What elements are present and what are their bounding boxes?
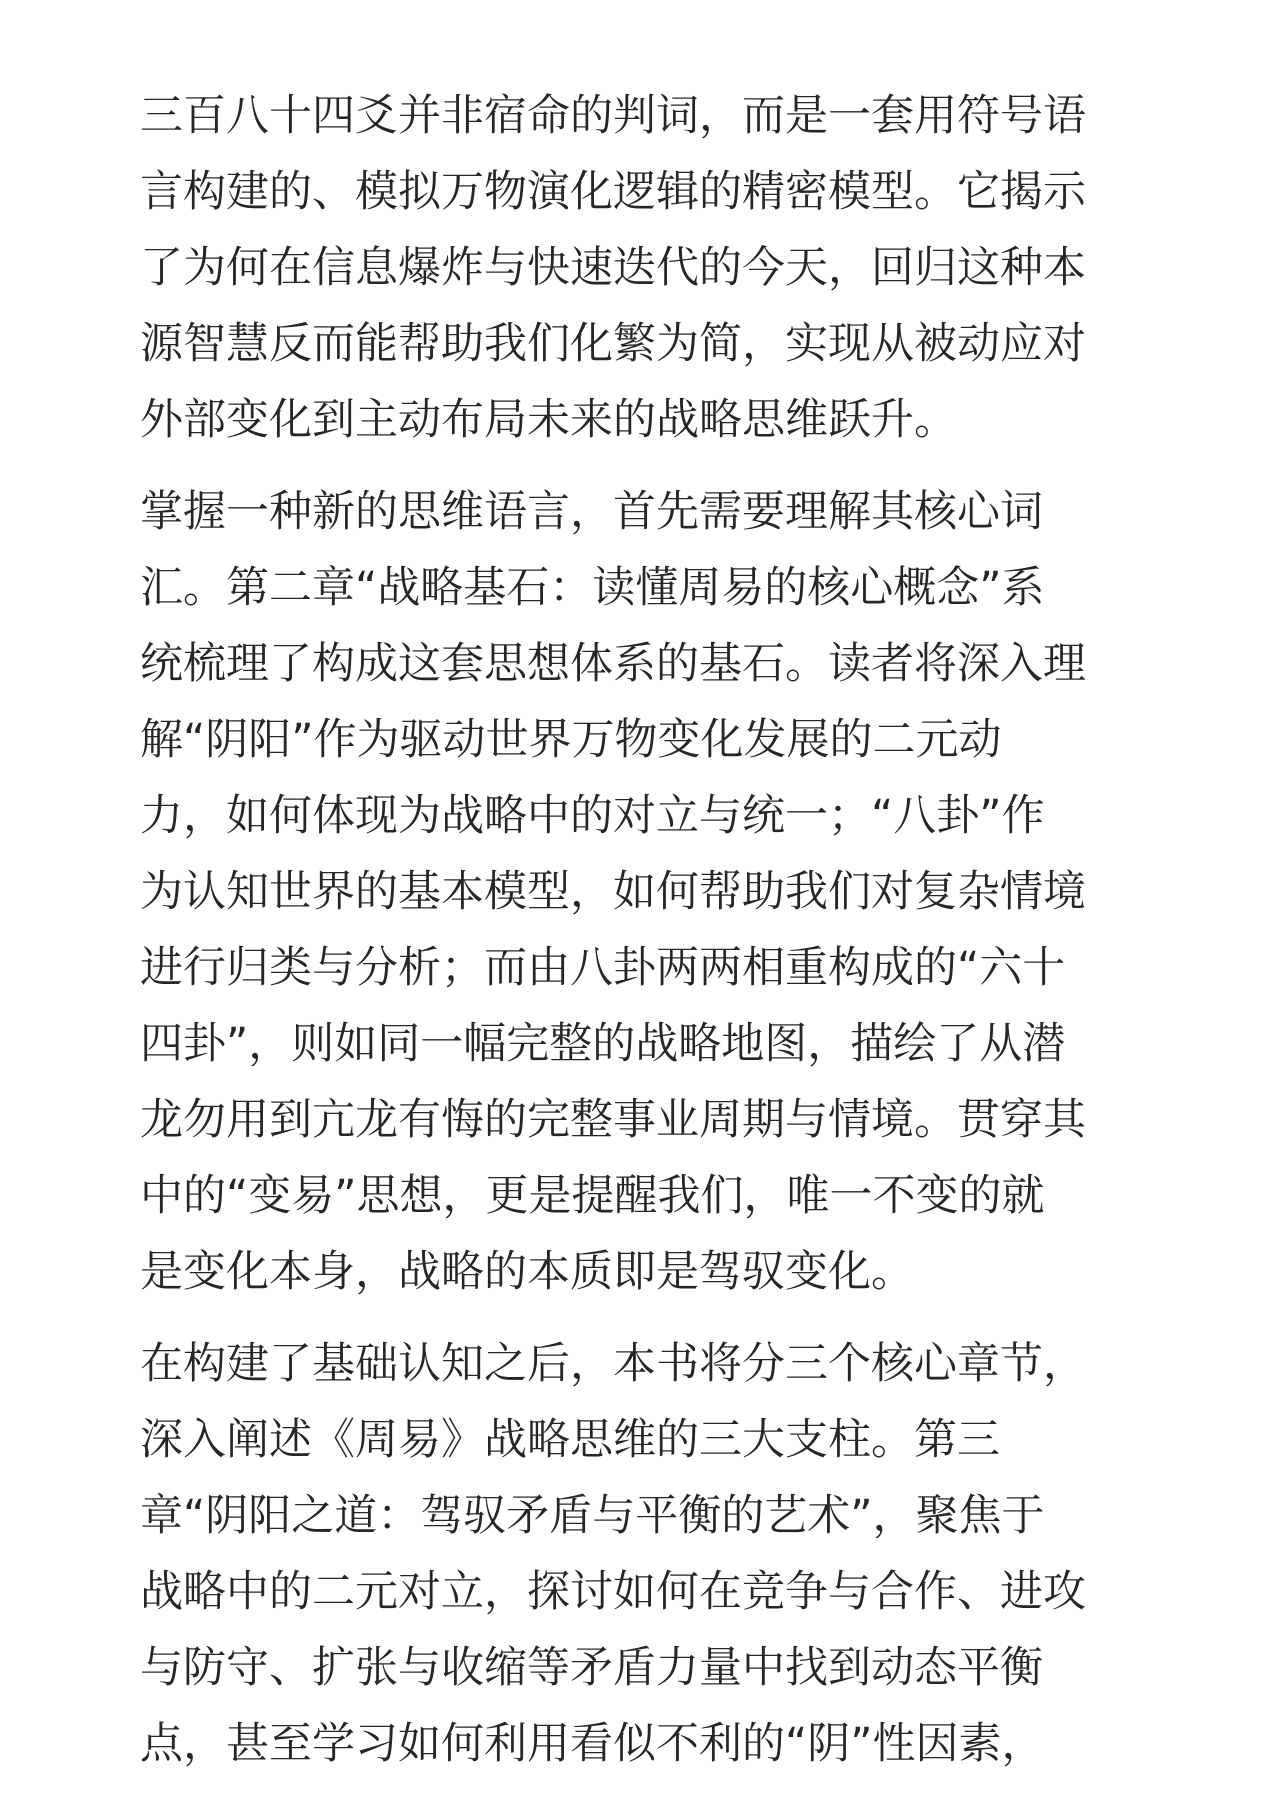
text-line: 汇。第二章“战略基石：读懂周易的核心概念”系 xyxy=(140,563,1045,613)
document-body xyxy=(140,78,1140,1782)
text-line: 言构建的、模拟万物演化逻辑的精密模型。它揭示 xyxy=(140,167,1086,217)
text-line: 外部变化到主动布局未来的战略思维跃升。 xyxy=(140,395,957,445)
text-line: 了为何在信息爆炸与快速迭代的今天，回归这种本 xyxy=(140,243,1086,293)
text-line: 三百八十四爻并非宿命的判词，而是一套用符号语 xyxy=(140,91,1086,141)
paragraph-1 xyxy=(140,78,1140,458)
text-line: 为认知世界的基本模型，如何帮助我们对复杂情境 xyxy=(140,867,1086,917)
text-line: 中的“变易”思想，更是提醒我们，唯一不变的就 xyxy=(140,1171,1045,1221)
text-line: 龙勿用到亢龙有悔的完整事业周期与情境。贯穿其 xyxy=(140,1095,1086,1145)
text-line: 统梳理了构成这套思想体系的基石。读者将深入理 xyxy=(140,639,1086,689)
text-line: 四卦”，则如同一幅完整的战略地图，描绘了从潜 xyxy=(140,1019,1066,1069)
text-line: 源智慧反而能帮助我们化繁为简，实现从被动应对 xyxy=(140,319,1086,369)
text-line: 是变化本身，战略的本质即是驾驭变化。 xyxy=(140,1247,914,1297)
text-line: 在构建了基础认知之后，本书将分三个核心章节， xyxy=(140,1339,1086,1389)
text-line: 解“阴阳”作为驱动世界万物变化发展的二元动 xyxy=(140,715,1002,765)
text-line: 掌握一种新的思维语言，首先需要理解其核心词 xyxy=(140,487,1043,537)
text-line: 章“阴阳之道：驾驭矛盾与平衡的艺术”，聚焦于 xyxy=(140,1491,1045,1541)
text-line: 深入阐述《周易》战略思维的三大支柱。第三 xyxy=(140,1415,1000,1465)
text-line: 进行归类与分析；而由八卦两两相重构成的“六十 xyxy=(140,943,1066,993)
text-line: 力，如何体现为战略中的对立与统一；“八卦”作 xyxy=(140,791,1045,841)
text-line: 点，甚至学习如何利用看似不利的“阴”性因素， xyxy=(140,1719,1045,1769)
text-line: 与防守、扩张与收缩等矛盾力量中找到动态平衡 xyxy=(140,1643,1043,1693)
text-line: 战略中的二元对立，探讨如何在竞争与合作、进攻 xyxy=(140,1567,1086,1617)
paragraph-2 xyxy=(140,474,1140,1310)
paragraph-3 xyxy=(140,1326,1140,1782)
